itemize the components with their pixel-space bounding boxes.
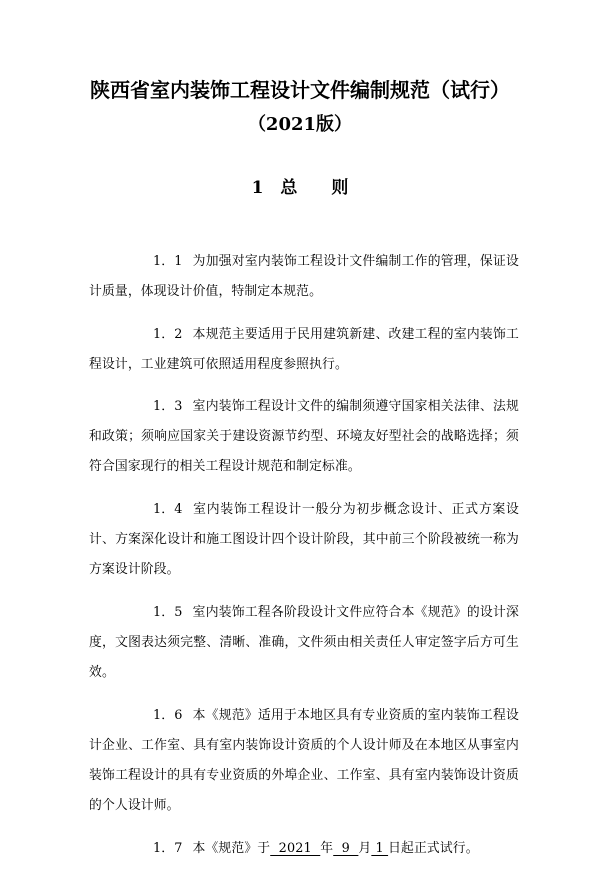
clause-text: 为加强对室内装饰工程设计文件编制工作的管理，保证设计质量，体现设计价值，特制定本规范。 <box>89 253 519 299</box>
clause <box>89 392 519 482</box>
month-unit: 月 <box>358 840 372 856</box>
effective-month: 9 <box>333 840 359 856</box>
clause-number: 1．3 <box>153 399 183 415</box>
effective-year: 2021 <box>270 840 321 856</box>
clause <box>89 701 519 821</box>
clause-text: 室内装饰工程设计文件的编制须遵守国家相关法律、法规和政策；须响应国家关于建设资源节约型、环境友好型社会的战略选择；须符合国家现行的相关工程设计规范和制定标准。 <box>89 399 519 475</box>
year-unit: 年 <box>320 840 334 856</box>
clause-number: 1．7 <box>153 840 183 856</box>
document-edition: （2021版） <box>247 114 353 135</box>
clause-number: 1．6 <box>153 707 183 723</box>
effective-day: 1 <box>371 840 389 856</box>
clause-text: 室内装饰工程各阶段设计文件应符合本《规范》的设计深度，文图表达须完整、清晰、准确，文件须由相关责任人审定签字后方可生效。 <box>89 604 519 680</box>
clause-number: 1．1 <box>153 253 183 269</box>
clause-text-prefix: 本《规范》于 <box>192 840 271 856</box>
clause <box>89 598 519 688</box>
document-title: 陕西省室内装饰工程设计文件编制规范（试行） <box>90 78 510 102</box>
clause-text: 本《规范》适用于本地区具有专业资质的室内装饰工程设计企业、工作室、具有室内装饰设计资质的个人设计师及在本地区从事室内装饰工程设计的具有专业资质的外埠企业、工作室、具有室内装饰设计资质的个人设计师。 <box>89 707 519 813</box>
clause <box>89 247 519 307</box>
clause-text: 本规范主要适用于民用建筑新建、改建工程的室内装饰工程设计，工业建筑可依照适用程度参照执行。 <box>89 326 519 372</box>
clause <box>89 495 519 585</box>
clause-number: 1．4 <box>153 502 183 518</box>
clause-number: 1．2 <box>153 326 183 342</box>
clause-number: 1．5 <box>153 604 183 620</box>
clause-text: 室内装饰工程设计一般分为初步概念设计、正式方案设计、方案深化设计和施工图设计四个设计阶段，其中前三个阶段被统一称为方案设计阶段。 <box>89 502 519 578</box>
clause <box>89 320 519 380</box>
chapter-heading: 1 总 则 <box>251 178 349 198</box>
clause-effective-date <box>89 834 519 864</box>
clause-list <box>89 234 519 876</box>
clause-text-suffix: 日起正式试行。 <box>388 840 479 856</box>
